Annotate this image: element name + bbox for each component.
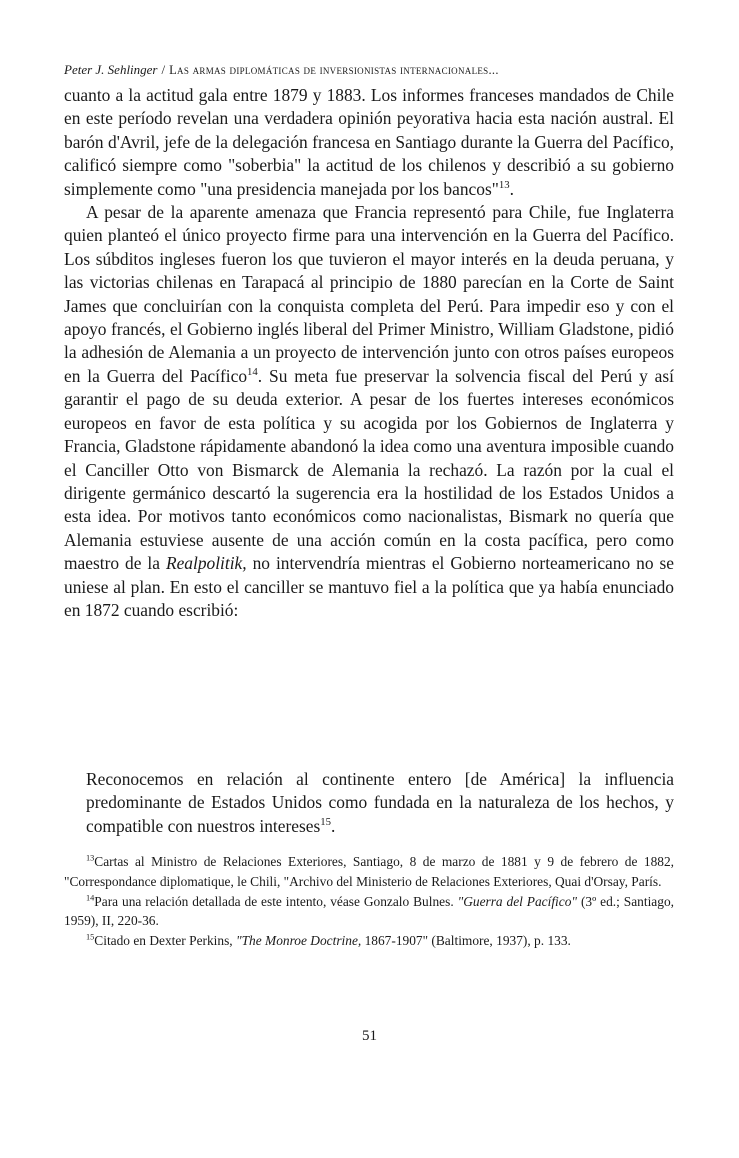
paragraph-1-text: cuanto a la actitud gala entre 1879 y 1883. Los informes franceses mandados de Chile en este período revelan una verdadera opinión peyorativa hacia esta nación austral. El barón d'Avril, jefe de la delegación francesa en Santiago durante la Guerra del Pacífico, calificó siempre como "soberbia" la actitud de los chilenos y describió a su gobierno simplemente como "una presidencia manejada por los bancos" [64, 85, 674, 199]
running-head-separator: / [161, 62, 166, 77]
block-quote-text: Reconocemos en relación al continente entero [de América] la influencia predominante de Estados Unidos como fundada en la naturaleza de los hechos, y compatible con nuestros intereses [86, 769, 674, 836]
footnote-text: (3º ed.; Santiago, 1959), II, 220-36. [64, 893, 674, 929]
footnote-italic: "The Monroe Doctrine, [235, 933, 362, 949]
body-text [64, 84, 674, 622]
block-quote [86, 768, 674, 838]
footnote-text: 1867-1907" (Baltimore, 1937), p. 133. [361, 933, 571, 949]
running-head [64, 62, 664, 78]
footnote-text: Cartas al Ministro de Relaciones Exteriores, Santiago, 8 de marzo de 1881 y 9 de febrero de 1882, "Correspondance diplomatique, le Chili, "Archivo del Ministerio de Relaciones Exteriores, Quai d'Orsay, París. [64, 854, 674, 889]
block-quote-end: . [331, 815, 336, 836]
paragraph-2-text-a: A pesar de la aparente amenaza que Francia representó para Chile, fue Inglaterra quien planteó el único proyecto firme para una intervención en la Guerra del Pacífico. Los súbditos ingleses fueron los que tuvieron el mayor interés en la deuda peruana, y las victorias chilenas en Tarapacá al principio de 1880 parecían en la Corte de Saint James que concluirían con la conquista completa del Perú. Para impedir eso y con el apoyo francés, el Gobierno inglés liberal del Primer Ministro, William Gladstone, pidió la adhesión de Alemania a un proyecto de intervención junto con otros países europeos en la Guerra del Pacífico [64, 202, 674, 386]
paragraph-2-text-c: no intervendría mientras el Gobierno norteamericano no se uniese al plan. En esto el canciller se mantuvo fiel a la política que ya había enunciado en 1872 cuando escribió: [64, 553, 675, 620]
footnote-text: Citado en Dexter Perkins, [94, 933, 236, 949]
footnote-number: 13 [86, 853, 95, 863]
paragraph-2-italic: Realpolitik, [165, 553, 247, 574]
footnote-italic: "Guerra del Pacífico" [457, 893, 578, 909]
paragraph-2-text-b: . Su meta fue preservar la solvencia fiscal del Perú y así garantir el pago de su deuda exterior. A pesar de los fuertes intereses económicos europeos en favor de esta política y su acogida por los Gobiernos de Inglaterra y Francia, Gladstone rápidamente abandonó la idea como una aventura imposible cuando el Canciller Otto von Bismarck de Alemania la rechazó. La razón por la cual el dirigente germánico descartó la sugerencia era la hostilidad de los Estados Unidos a esta idea. Por motivos tanto económicos como nacionalistas, Bismark no quería que Alemania estuviese ausente de una acción común en la costa pacífica, pero como maestro de la [64, 365, 675, 574]
running-head-author: Peter J. Sehlinger [64, 62, 158, 77]
footnote-14 [64, 892, 674, 932]
footnote-number: 14 [86, 893, 95, 903]
footnote-13 [64, 852, 674, 892]
footnotes [64, 852, 674, 951]
paragraph-1 [64, 84, 674, 201]
footnote-text: Para una relación detallada de este intento, véase Gonzalo Bulnes. [94, 893, 458, 909]
paragraph-1-end: . [509, 178, 514, 199]
running-head-title: Las armas diplomáticas de inversionistas internacionales... [169, 63, 499, 77]
footnote-ref-14: 14 [247, 366, 258, 379]
footnote-number: 15 [86, 932, 95, 942]
footnote-ref-13: 13 [498, 178, 510, 191]
footnote-15 [64, 931, 674, 951]
paragraph-2 [64, 201, 674, 622]
page-number: 51 [362, 1028, 377, 1044]
footnote-ref-15: 15 [320, 816, 331, 829]
